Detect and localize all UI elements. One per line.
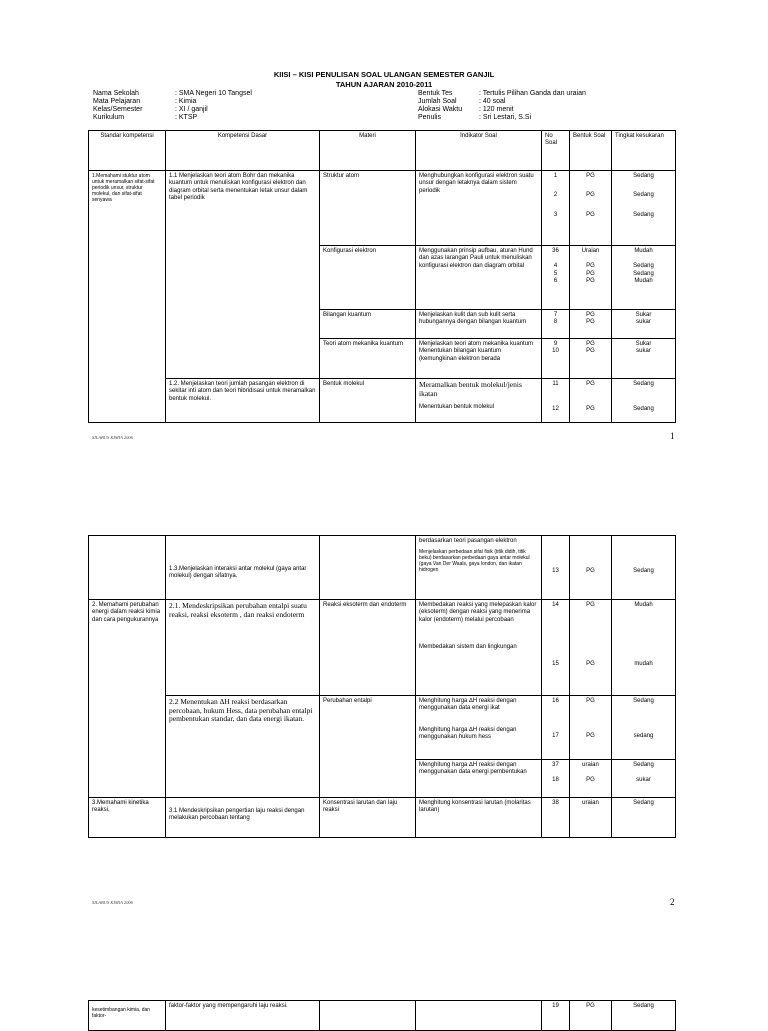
bentuk-soal: PG — [586, 381, 595, 387]
info-value: : 120 menit — [479, 106, 514, 113]
no-soal-cell — [542, 760, 570, 798]
bentuk-soal: PG — [586, 263, 595, 270]
kompetensi-dasar-cell: 2.1. Mendeskripsikan perubahan entalpi suatu reaksi, reaksi eksoterm , dan reaksi endoterm — [166, 600, 320, 696]
bentuk-soal-cell — [570, 246, 612, 310]
indikator-cell — [416, 1001, 542, 1031]
materi-cell: Struktur atom — [320, 171, 416, 246]
info-label: Nama Sekolah — [93, 90, 139, 97]
tingkat-kesukaran-cell — [612, 171, 676, 246]
tingkat: Sedang — [633, 270, 654, 277]
bentuk-soal-cell — [570, 536, 612, 600]
indikator-text: Membedakan reaksi yang melepaskan kalor (eksoterm) dengan reaksi yang menerima kalor (endoterm) melalui percobaan — [419, 602, 537, 623]
no-soal-cell — [542, 536, 570, 600]
no-soal: 17 — [552, 733, 559, 740]
info-value: : KTSP — [175, 114, 198, 121]
standar-kompetensi-cell — [89, 536, 166, 600]
kisi-table-page1 — [88, 130, 676, 423]
indikator-cell — [416, 696, 542, 760]
indikator-cell: Menghitung harga ∆H reaksi dengan menggunakan data energi pembentukan — [416, 760, 542, 798]
kompetensi-dasar-cell: faktor-faktor yang mempengaruhi laju reaksi. — [166, 1001, 320, 1031]
no-soal: 6 — [553, 278, 558, 285]
kompetensi-dasar-cell: 2.2 Menentukan ∆H reaksi berdasarkan percobaan, hukum Hess, data perubahan entalpi pembentukan standar, dan data energi ikatan. — [166, 696, 320, 798]
indikator-cell: Menghitung konsentrasi larutan (molaritas larutan) — [416, 798, 542, 838]
bentuk-soal: uraian — [582, 762, 599, 768]
tingkat: Sedang — [633, 406, 654, 413]
tingkat-kesukaran-cell — [612, 246, 676, 310]
indikator-text: Meramalkan bentuk molekul/jenis ikatan — [419, 380, 522, 398]
tingkat-kesukaran-cell — [612, 696, 676, 760]
col-header-indikator: Indikator Soal — [416, 131, 542, 171]
tingkat: Mudah — [634, 602, 653, 608]
no-soal: 5 — [553, 270, 558, 277]
indikator-text: Menjelaskan teori atom mekanika kuantum — [419, 341, 534, 347]
materi-cell: Konsentrasi larutan dan laju reaksi — [320, 798, 416, 838]
bentuk-soal: PG — [586, 406, 595, 413]
col-header-materi: Materi — [320, 131, 416, 171]
tingkat: sukar — [636, 777, 651, 784]
tingkat-kesukaran-cell — [612, 600, 676, 696]
tingkat-kesukaran-cell: Sedang — [612, 798, 676, 838]
no-soal: 9 — [553, 341, 558, 347]
bentuk-soal: PG — [586, 568, 595, 574]
materi-cell — [320, 536, 416, 600]
tingkat-kesukaran-cell: Sedang — [612, 1001, 676, 1031]
tingkat-kesukaran-cell — [612, 310, 676, 339]
materi-cell — [320, 1001, 416, 1031]
document-title: KIISI – KISI PENULISAN SOAL ULANGAN SEMESTER GANJIL — [273, 70, 495, 79]
bentuk-soal-cell — [570, 600, 612, 696]
indikator-cell: Menggunakan prinsip aufbau, aturan Hund dan azas larangan Pauli untuk menuliskan konfigurasi elektron dan diagram orbital — [416, 246, 542, 310]
tingkat: Sedang — [633, 568, 654, 574]
tingkat-kesukaran-cell — [612, 339, 676, 379]
materi-cell: Konfigurasi elektron — [320, 246, 416, 310]
materi-cell: Bentuk molekul — [320, 379, 416, 423]
page-number: 2 — [670, 897, 675, 907]
no-soal: 10 — [552, 348, 559, 355]
materi-cell: Reaksi eksoterm dan endoterm — [320, 600, 416, 696]
no-soal-cell: 38 — [542, 798, 570, 838]
no-soal-cell — [542, 379, 570, 423]
tingkat: Sukar — [635, 341, 652, 347]
materi-cell: Perubahan entalpi — [320, 696, 416, 798]
indikator-text: Menghitung harga ∆H reaksi dengan menggunakan data energi ikat — [419, 698, 517, 712]
kompetensi-dasar-cell — [166, 536, 320, 600]
info-label: Mata Pelajaran — [93, 98, 141, 105]
indikator-cell — [416, 600, 542, 696]
standar-kompetensi-cell: 2. Memahami perubahan energi dalam reaksi kimia dan cara pengukurannya — [89, 600, 166, 798]
indikator-cell — [416, 339, 542, 379]
bentuk-soal-cell — [570, 171, 612, 246]
indikator-text: Menentukan bilangan kuantum (kemungkinan elektron berada — [419, 348, 502, 362]
bentuk-soal: PG — [586, 733, 595, 740]
table-row — [89, 379, 676, 423]
no-soal: 12 — [552, 406, 559, 413]
materi-cell: Teori atom mekanika kuantum — [320, 339, 416, 379]
bentuk-soal: PG — [586, 661, 595, 668]
bentuk-soal-cell: PG — [570, 1001, 612, 1031]
no-soal: 37 — [552, 762, 559, 768]
table-row — [89, 696, 676, 760]
bentuk-soal: PG — [586, 319, 595, 326]
standar-text: kesetimbangan kimia, dan faktor- — [92, 1007, 151, 1019]
page-footer: SILABUS KIMIA 2006 — [92, 900, 133, 905]
col-header-kompetensi: Kompetensi Dasar — [166, 131, 320, 171]
tingkat: sedang — [633, 733, 654, 740]
info-label: Kurikulum — [93, 114, 125, 121]
kompetensi-text: 1.3.Menjelaskan interaksi antar molekul (gaya antar molekul) dengan sifatnya. — [169, 566, 307, 580]
col-header-no: No Soal — [542, 131, 570, 171]
tingkat-kesukaran-cell — [612, 760, 676, 798]
no-soal: 2 — [553, 192, 558, 199]
bentuk-soal: PG — [586, 698, 595, 704]
bentuk-soal-cell — [570, 696, 612, 760]
kompetensi-dasar-cell: 1.2. Menjelaskan teori jumlah pasangan elektron di sekitar inti atom dan teori hibridisasi untuk meramalkan bentuk molekul. — [166, 379, 320, 423]
no-soal-cell — [542, 171, 570, 246]
tingkat: Sukar — [635, 312, 652, 318]
no-soal: 11 — [552, 381, 559, 387]
tingkat: mudah — [634, 661, 653, 668]
no-soal: 18 — [552, 777, 559, 784]
indikator-cell: Menghubungkan konfigurasi elektron suatu unsur dengan letaknya dalam sistem periodik — [416, 171, 542, 246]
bentuk-soal: PG — [586, 192, 595, 199]
table-row — [89, 171, 676, 246]
tingkat: Sedang — [633, 211, 654, 218]
no-soal: 15 — [552, 661, 559, 668]
col-header-bentuk: Bentuk Soal — [570, 131, 612, 171]
indikator-text: Menjelaskan perbedaan sifat fisik (titik didih, titik beku) berdasarkan perbedaan gaya antar molekul (gaya Van Der Waals, gaya london, dan ikatan hidrogen — [419, 549, 530, 574]
bentuk-soal: PG — [586, 777, 595, 784]
standar-kompetensi-cell: 3.Memahami kinetika reaksi, — [89, 798, 166, 838]
info-label: Bentuk Tes — [418, 90, 453, 97]
tingkat: Sedang — [633, 192, 654, 199]
page-footer: SILABUS KIMIA 2006 — [92, 435, 133, 440]
tingkat: Mudah — [634, 248, 653, 254]
bentuk-soal-cell — [570, 310, 612, 339]
kisi-table-page2 — [88, 535, 676, 838]
table-row — [89, 600, 676, 696]
info-value: : Sri Lestari, S.Si — [479, 114, 532, 121]
no-soal-cell — [542, 246, 570, 310]
indikator-cell: Menjelaskan kulit dan sub kulit serta hubungannya dengan bilangan kuantum — [416, 310, 542, 339]
table-row — [89, 536, 676, 600]
header-info-left — [93, 90, 252, 122]
tingkat: Sedang — [633, 263, 654, 270]
col-header-standar: Standar kompetensi — [89, 131, 166, 171]
no-soal-cell — [542, 600, 570, 696]
header-info-right — [418, 90, 586, 122]
info-value: : SMA Negeri 10 Tangsel — [175, 90, 252, 97]
no-soal: 16 — [552, 698, 559, 704]
indikator-cell — [416, 536, 542, 600]
tingkat-kesukaran-cell — [612, 536, 676, 600]
tingkat: Sedang — [633, 381, 654, 387]
no-soal: 3 — [553, 211, 558, 218]
bentuk-soal-cell — [570, 339, 612, 379]
kompetensi-dasar-cell: 1.1 Menjelaskan teori atom Bohr dan mekanika kuantum untuk menuliskan konfigurasi elektron dan diagram orbital serta menentukan letak unsur dalam tabel periodik — [166, 171, 320, 379]
bentuk-soal: PG — [586, 348, 595, 355]
tingkat: sukar — [636, 348, 651, 355]
tingkat: Mudah — [634, 278, 653, 285]
table-row — [89, 798, 676, 838]
indikator-text: Membedakan sistem dan lingkungan — [419, 644, 517, 651]
indikator-text: berdasarkan teori pasangan elektron — [419, 538, 517, 544]
no-soal-cell — [542, 339, 570, 379]
info-label: Alokasi Waktu — [418, 106, 463, 113]
materi-cell: Bilangan kuantum — [320, 310, 416, 339]
bentuk-soal: PG — [586, 341, 595, 347]
indikator-text: Menghitung harga ∆H reaksi dengan menggunakan hukum hess — [419, 726, 517, 741]
info-value: : XI / ganjil — [175, 106, 208, 113]
table-row — [89, 1001, 676, 1031]
indikator-cell — [416, 379, 542, 423]
info-value: : Tertulis Pilihan Ganda dan uraian — [479, 90, 586, 97]
info-value: : Kimia — [175, 98, 197, 105]
kompetensi-text: 3.1 Mendeskripsikan pengertian laju reaksi dengan melakukan percobaan tentang — [169, 808, 305, 822]
no-soal: 7 — [553, 312, 558, 318]
document-subtitle: TAHUN AJARAN 2010-2011 — [335, 80, 433, 89]
no-soal: 1 — [553, 173, 558, 179]
bentuk-soal: PG — [586, 173, 595, 179]
tingkat-kesukaran-cell — [612, 379, 676, 423]
no-soal-cell: 19 — [542, 1001, 570, 1031]
no-soal: 36 — [552, 248, 559, 254]
no-soal: 13 — [552, 568, 559, 574]
col-header-tingkat: Tingkat kesukaran — [612, 131, 676, 171]
bentuk-soal-cell — [570, 760, 612, 798]
bentuk-soal: PG — [586, 312, 595, 318]
page-number: 1 — [670, 431, 675, 441]
standar-kompetensi-cell — [89, 1001, 166, 1031]
no-soal: 4 — [553, 263, 558, 270]
no-soal-cell — [542, 696, 570, 760]
info-label: Kelas/Semester — [93, 106, 143, 113]
bentuk-soal: PG — [586, 278, 595, 285]
tingkat: Sedang — [633, 698, 654, 704]
indikator-text: Menentukan bentuk molekul — [419, 404, 495, 410]
no-soal: 14 — [552, 602, 559, 608]
bentuk-soal: PG — [586, 211, 595, 218]
kisi-table-page3 — [88, 1000, 676, 1031]
info-value: : 40 soal — [479, 98, 506, 105]
bentuk-soal-cell: uraian — [570, 798, 612, 838]
info-label: Jumlah Soal — [418, 98, 457, 105]
kompetensi-dasar-cell — [166, 798, 320, 838]
info-label: Penulis — [418, 114, 441, 121]
standar-kompetensi-cell: 1.Memahami stuktur atom untuk meramalkan sifat-sifat periodik unsur, struktur molekul, dan sifat-sifat senyawa — [89, 171, 166, 423]
bentuk-soal: PG — [586, 602, 595, 608]
tingkat: Sedang — [633, 173, 654, 179]
no-soal: 8 — [553, 319, 558, 326]
tingkat: Sedang — [633, 762, 654, 768]
no-soal-cell — [542, 310, 570, 339]
bentuk-soal: PG — [586, 270, 595, 277]
bentuk-soal-cell — [570, 379, 612, 423]
bentuk-soal: Uraian — [581, 248, 600, 254]
tingkat: sukar — [636, 319, 651, 326]
